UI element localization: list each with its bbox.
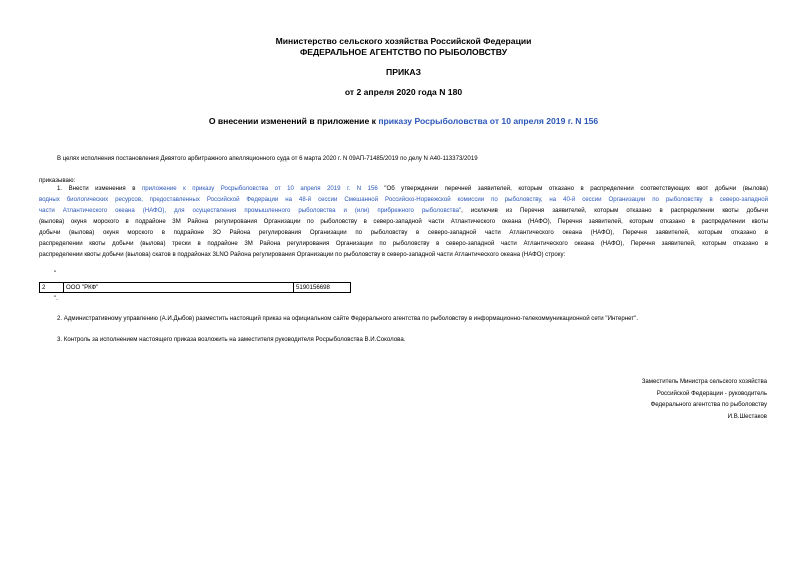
quote-open: "	[54, 270, 57, 277]
ministry-name: Министерство сельского хозяйства Российской Федерации	[275, 36, 532, 46]
order-word: приказываю:	[39, 177, 76, 184]
preamble: В целях исполнения постановления Девятого арбитражного апелляционного суда от 6 марта 2020 г. N 09АП-71485/2019 по делу N А40-113373/2019	[57, 155, 478, 162]
item-1-line-4: (вылова) окуня морского в подрайоне 3М Района регулирования Организации по рыболовству в северо-западной части Атлантического океана (НАФО), Перечня заявителей, которым отказано в распределении квоты	[39, 218, 768, 225]
item-1-line-3-link[interactable]: части Атлантического океана (НАФО), для осуществления промышленного рыболовства и (или) прибрежного рыболовства"	[39, 207, 462, 214]
item-1-line-2[interactable]: водных биологических ресурсов, предоставленных Российской Федерации на 48-й сессии Смешанной Российско-Норвежской комиссии по рыболовству, на 40-й сессии Организации по рыболовству в северо-западной	[39, 196, 768, 203]
signature-line-3: Федерального агентства по рыболовству	[650, 401, 767, 408]
signature-line-1: Заместитель Министра сельского хозяйства	[641, 378, 767, 385]
agency-name: ФЕДЕРАЛЬНОЕ АГЕНТСТВО ПО РЫБОЛОВСТВУ	[299, 47, 508, 57]
item-1-line-3	[39, 205, 768, 216]
signatory-name: И.В.Шестаков	[727, 412, 767, 420]
table-cell-company: ООО "РКФ"	[64, 283, 294, 292]
document-title-text: О внесении изменений в приложение к	[208, 116, 379, 126]
document-type: ПРИКАЗ	[386, 67, 421, 77]
item-1-lead: 1. Внести изменения в	[57, 185, 142, 192]
item-1-line-1-rest: "Об утверждении перечней заявителей, которым отказано в распределении соответствующих квот добычи (вылова)	[377, 185, 768, 192]
signature-line-2: Российской Федерации - руководитель	[656, 389, 767, 397]
item-1-line-1	[57, 183, 768, 194]
item-1-line-6: распределении квоты добычи (вылова) трески в подрайоне 3М Района регулирования Организации по рыболовству в северо-западной части Атлантического океана (НАФО), Перечня заявителей, которым отказано в	[39, 240, 768, 247]
document-date-number: от 2 апреля 2020 года N 180	[344, 87, 463, 97]
signature-block	[642, 376, 767, 422]
item-3: 3. Контроль за исполнением настоящего приказа возложить на заместителя руководителя Росрыболовства В.И.Соколова.	[57, 336, 406, 343]
item-2: 2. Административному управлению (А.И.Дыбов) разместить настоящий приказ на официальном сайте Федерального агентства по рыболовству в информационно-телекоммуникационной сети "Интернет".	[57, 315, 639, 322]
item-1-line-7: распределении квоты добычи (вылова) скатов в подрайонах 3LNO Района регулирования Организации по рыболовству в северо-западной части Атлантического океана (НАФО) строку:	[39, 251, 566, 258]
document-title	[0, 116, 807, 127]
table-cell-inn: 5190156698	[296, 284, 330, 291]
item-1-link[interactable]: приложение к приказу Росрыболовства от 10 апреля 2019 г. N 156	[141, 185, 378, 192]
quote-close: ".	[54, 295, 58, 302]
item-1-line-3-rest: , исключив из Перечня заявителей, которым отказано в распределении квоты добычи	[461, 207, 768, 214]
document-title-link[interactable]: приказу Росрыболовства от 10 апреля 2019 г. N 156	[378, 116, 599, 126]
excluded-applicant-table	[39, 282, 351, 293]
table-cell-number: 2	[40, 283, 64, 292]
item-1-line-5: добычи (вылова) окуня морского в подрайоне 3О Района регулирования Организации по рыболовству в северо-западной части Атлантического океана (НАФО), Перечня заявителей, которым отказано в	[39, 229, 768, 236]
